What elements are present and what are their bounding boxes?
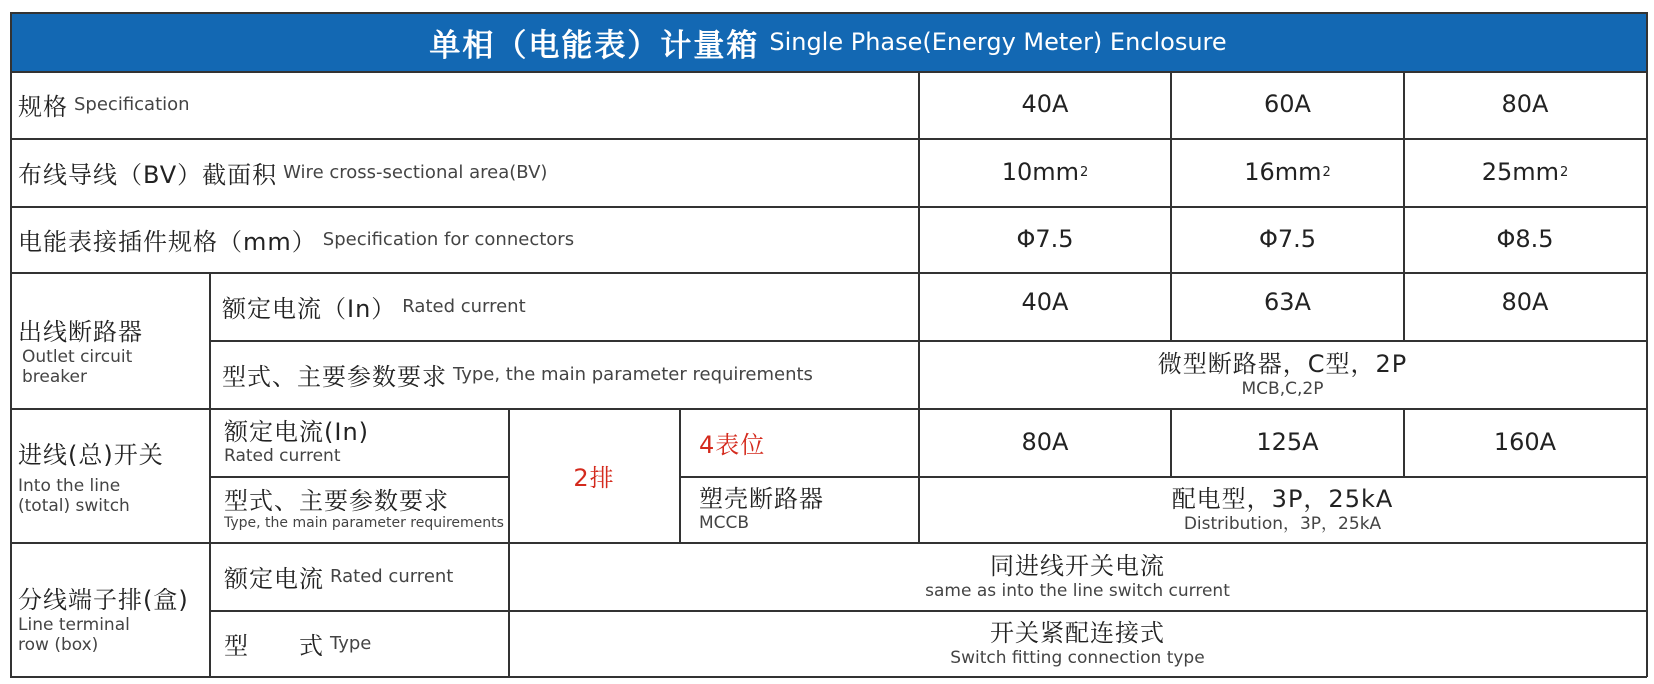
grid-line [1646,12,1648,677]
terminal-rated-label: 额定电流 Rated current [224,564,454,593]
terminal-type-label: 型 式 Type [224,631,372,660]
inlet-type-label: 型式、主要参数要求 Type, the main parameter requirements [224,487,504,531]
outlet-group-label: 出线断路器 Outlet circuit breaker [18,318,143,387]
connector-value-2: Φ7.5 [1258,225,1317,253]
inlet-rated-value-3: 160A [1493,428,1557,456]
inlet-group-label: 进线(总)开关 Into the line (total) switch [18,441,164,516]
grid-line [508,408,510,677]
connector-value-3: Φ8.5 [1496,225,1554,253]
spec-label: 规格 Specification [18,92,190,121]
connector-value-1: Φ7.5 [1016,225,1074,253]
outlet-rated-value-2: 63A [1264,288,1311,316]
grid-line [1403,71,1405,341]
grid-line [10,676,1647,678]
grid-line [10,542,1647,544]
outlet-rated-value-3: 80A [1501,288,1549,316]
grid-line [1170,71,1172,341]
inlet-rows-label: 2排 [573,464,615,492]
connector-label: 电能表接插件规格（mm） Specification for connectors [18,227,575,256]
table-title [10,13,1646,71]
grid-line [10,272,1647,274]
terminal-rated-value: 同进线开关电流 same as into the line switch current [925,552,1230,601]
grid-line [10,71,1647,73]
spec-value-3: 80A [1501,90,1549,118]
title-zh: 单相（电能表）计量箱 [429,27,760,64]
terminal-group-label: 分线端子排(盒) Line terminal row (box) [18,586,189,655]
outlet-rated-label: 额定电流（In） Rated current [222,294,526,323]
inlet-rated-value-1: 80A [1021,428,1069,456]
inlet-rated-value-2: 125A [1256,428,1319,456]
wire-value-2: 16mm 2 [1244,158,1331,186]
grid-line [209,476,509,478]
inlet-breaker-value: 配电型，3P，25kA Distribution，3P，25kA [1171,485,1394,534]
grid-line [679,408,681,543]
terminal-type-value: 开关紧配连接式 Switch fitting connection type [950,619,1205,668]
grid-line [209,272,211,677]
grid-line [209,610,1647,612]
grid-line [918,71,920,543]
grid-line [679,476,1647,478]
grid-line [1170,408,1172,476]
grid-line [10,408,1647,410]
inlet-rated-label: 额定电流(In) Rated current [224,418,370,466]
grid-line [10,138,1647,140]
inlet-breaker-label: 塑壳断路器 MCCB [699,485,824,533]
grid-line [209,340,1647,342]
title-en: Single Phase(Energy Meter) Enclosure [769,28,1227,56]
wire-value-3: 25mm 2 [1481,158,1569,186]
grid-line [1403,408,1405,476]
spec-value-1: 40A [1021,90,1069,118]
grid-line [10,12,12,677]
inlet-meters-label: 4表位 [699,430,766,459]
outlet-rated-value-1: 40A [1021,288,1069,316]
grid-line [10,12,1647,14]
wire-label: 布线导线（BV）截面积 Wire cross-sectional area(BV) [18,160,548,189]
wire-value-1: 10mm 2 [1001,158,1089,186]
spec-value-2: 60A [1264,90,1311,118]
grid-line [10,206,1647,208]
outlet-type-value: 微型断路器，C型，2P MCB,C,2P [1157,350,1408,399]
outlet-type-label: 型式、主要参数要求 Type, the main parameter requirements [222,362,813,391]
